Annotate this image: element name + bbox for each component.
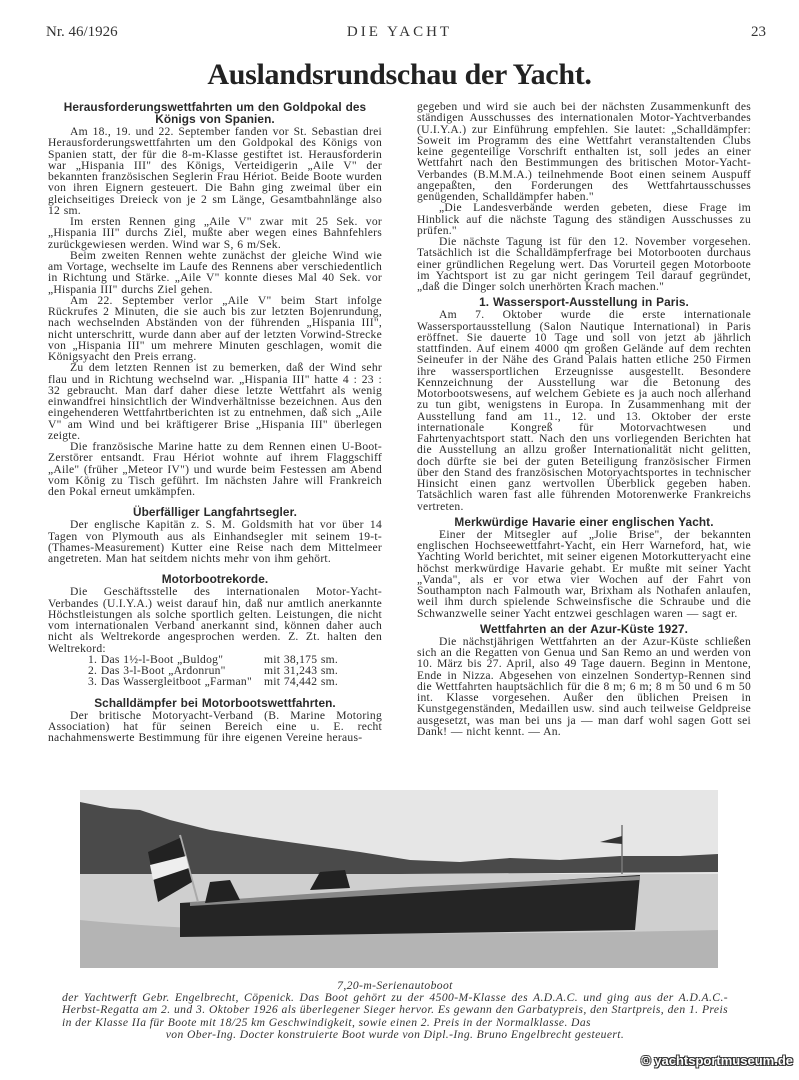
section-heading: Herausforderungswettfahrten um den Goldpokal des Königs von Spanien. — [63, 100, 367, 126]
section-heading: Überfälliger Langfahrtsegler. — [132, 505, 297, 520]
paragraph: „Die Landesverbände werden gebeten, diese Frage im Hinblick auf die nächste Tagung des ständigen Ausschusses zu prüfen." — [417, 201, 751, 237]
record-value: mit 31,243 sm. — [264, 664, 339, 677]
paragraph: Beim zweiten Rennen wehte zunächst der gleiche Wind wie am Vortage, wechselte im Laufe des Rennens aber verschiedentlich in Richtung und Stärke. „Aile V" konnte dieses Mal 40 Sek. vor „Hispania III" durchs Ziel gehen. — [48, 248, 382, 296]
right-column — [417, 101, 751, 737]
photo-caption — [62, 980, 728, 1041]
paragraph: Am 18., 19. und 22. September fanden vor St. Sebastian drei Herausforderungswettfahrten um den Goldpokal des Königs von Spanien statt, der für die 8-m-Klasse gestiftet ist. Herausforderin war „Hispania III" des Königs, Verteidigerin „Aile V" der bekannten französischen Seglerin Frau Hériot. Beide Boote wurden von ihren Eignern gesteuert. Die Bahn ging zweimal über ein gleichseitiges Dreieck von je 2 sm Länge, Gesamtbahnlänge also 12 sm. — [48, 125, 382, 217]
paragraph: Die Geschäftsstelle des internationalen Motor-Yacht-Verbandes (U.I.Y.A.) weist darauf hin, daß nur amtlich anerkannte Höchstleistungen als solche sportlich gelten. Leistungen, die nicht vom internationalen Verband anerkannt sind, können daher auch nicht als Weltrekorde angesprochen werden. Z. Zt. halten den Weltrekord: — [48, 585, 382, 655]
paragraph: Am 22. September verlor „Aile V" beim Start infolge Rückrufes 2 Minuten, die sie auch bis zur letzten Bojenrundung, nach wechselnden Abständen von der führenden „Hispania III", nicht unterschritt, wurde dann aber auf der letzten Vorwind-Strecke von „Hispania III" um mehrere Minuten geschlagen, womit die Königsyacht den Preis errang. — [48, 293, 382, 363]
caption-title: 7,20-m-Serienautoboot — [337, 979, 453, 992]
section-heading: 1. Wassersport-Ausstellung in Paris. — [479, 295, 689, 310]
paragraph: Im ersten Rennen ging „Aile V" zwar mit 25 Sek. vor „Hispania III" durchs Ziel, mußte aber wegen eines Bahnfehlers zurückgewiesen werden. Wind war S, 6 m/Sek. — [48, 215, 382, 251]
page-title: Auslandsrundschau der Yacht. — [207, 58, 592, 91]
section-heading: Wettfahrten an der Azur-Küste 1927. — [479, 621, 689, 636]
record-value: mit 74,442 sm. — [264, 675, 339, 689]
record-boat: 2. Das 3-l-Boot „Ardonrun" — [88, 664, 226, 677]
record-value: mit 38,175 sm. — [264, 652, 339, 666]
paragraph: gegeben und wird sie auch bei der nächsten Zusammenkunft des ständigen Ausschusses des internationalen Motor-Yachtverbandes (U.I.Y.A.) zur Einführung empfehlen. Sie lautet: „Schalldämpfer: Soweit im Programm des eine Wettfahrt veranstaltenden Clubs keine gegenteilige Vorschrift enthalten ist, soll jedes an einer Wettfahrt nach den Bestimmungen des britischen Motor-Yacht-Verbandes (B.M.M.A.) teilnehmende Boot einen seinem Auspuff angepaßten, den Forderungen des Wettfahrtausschusses genügenden, Schalldämpfer haben." — [417, 100, 751, 203]
paragraph: Der britische Motoryacht-Verband (B. Marine Motoring Association) hat für seinen Bereich eine u. E. recht nachahmenswerte Bestimmung für ihre eigenen Vereine heraus- — [48, 708, 382, 744]
caption-last-line: von Ober-Ing. Docter konstruierte Boot wurde von Dipl.-Ing. Bruno Engelbrecht gesteuert. — [165, 1027, 625, 1041]
page-number: 23 — [751, 24, 766, 40]
record-row — [48, 676, 382, 687]
motorboat-photo — [80, 790, 718, 968]
watermark: © yachtsportmuseum.de — [641, 1053, 793, 1068]
record-boat: 1. Das 1½-l-Boot „Buldog" — [88, 652, 224, 666]
section-heading: Motorbootrekorde. — [161, 572, 269, 587]
caption-text: der Yachtwerft Gebr. Engelbrecht, Cöpenick. Das Boot gehört zu der 4500-M-Klasse des A.D.A.C. und ging aus der A.D.A.C.-Herbst-Regatta am 2. und 3. Oktober 1926 als überlegener Sieger hervor. Es gewann den Garbatypreis, den Startpreis, den 1. Preis in der Klasse IIa für Boote mit 18/25 km Geschwindigkeit, sowie einen 2. Preis in der Normalklasse. Das — [62, 991, 728, 1029]
paragraph: Der englische Kapitän z. S. M. Goldsmith hat vor über 14 Tagen von Plymouth aus als Einhandsegler mit seinem 19-t-(Thames-Measurement) Kutter eine Reise nach dem Mittelmeer angetreten. Man hat seitdem nichts mehr von ihm gehört. — [48, 518, 382, 565]
paragraph: Die französische Marine hatte zu dem Rennen einen U-Boot-Zerstörer entsandt. Frau Hériot wohnte auf ihrem Flaggschiff „Aile" (früher „Meteor IV") und wurde beim Festessen am Abend vom König zu Tisch geführt. Im nächsten Jahre will Frankreich den Pokal erneut umkämpfen. — [48, 440, 382, 498]
paragraph: Zu dem letzten Rennen ist zu bemerken, daß der Wind sehr flau und in Richtung wechselnd war. „Hispania III" hatte 4 : 23 : 32 gebraucht. Man darf daher diese letzte Wettfahrt als wenig einwandfrei hinsichtlich der Windverhältnisse bezeichnen. Aus den eingehenderen Wettfahrtberichten ist zu entnehmen, daß sich „Aile V" am Wind und bei kräftigerer Brise „Hispania III" überlegen zeigte. — [48, 361, 382, 442]
record-boat: 3. Das Wassergleitboot „Farman" — [88, 675, 252, 689]
paragraph: Einer der Mitsegler auf „Jolie Brise", der bekannten englischen Hochseewettfahrt-Yacht, ein Herr Warneford, hat, wie Yachting World berichtet, mit seiner eigenen Motorkutteryacht eine höchst merkwürdige Havarie gehabt. Er mußte mit seiner Yacht „Vanda", als er vor etwa vier Wochen auf der Fahrt von Southampton nach Falmouth war, Brixham als Nothafen anlaufen, weil ihm durch spielende Schweinsfische die Schraube und die Schwanzwelle seiner Yacht entzwei geschlagen waren — sagt er. — [417, 527, 751, 620]
issue-number: Nr. 46/1926 — [46, 24, 118, 40]
paragraph: Die nächste Tagung ist für den 12. November vorgesehen. Tatsächlich ist die Schalldämpferfrage bei Motorbooten durchaus einer gründlichen Regelung wert. Das Vorurteil gegen Motorboote im Yachtsport ist zu gar nicht geringem Teil darauf gegründet, „daß die Dinger solch unerhörten Krach machen." — [417, 235, 751, 293]
left-column — [48, 101, 382, 743]
section-heading: Merkwürdige Havarie einer englischen Yacht. — [454, 514, 714, 529]
paragraph: Am 7. Oktober wurde die erste internationale Wassersportausstellung (Salon Nautique International) in Paris eröffnet. Sie dauerte 10 Tage und soll von jetzt ab jährlich stattfinden. Auf einem 4000 qm großen Gelände auf dem rechten Seineufer in der Nähe des Grand Palais hatten etliche 250 Firmen ihre wassersportlichen Erzeugnisse ausgestellt. Besondere Kennzeichnung der Ausstellung war die Betonung des Motorbootswesens, auf welchem Gebiete es ja auch noch allerhand zu tun gibt, wenigstens in Europa. In Zusammenhang mit der Ausstellung fand am 11., 12. und 13. Oktober der erste internationale Kongreß für Motorvachtwesen und Fahrtenyachtsport statt. Nach den uns vorliegenden Berichten hat die Ausstellung an allzu großer Internationalität nicht gelitten, doch dürfte sie bei der guten Beteiligung französischer Firmen über den Stand des französischen Motoryachtsportes in technischer Hinsicht einen ganz wertvollen Überblick gegeben haben. Tatsächlich waren fast alle führenden Motorenwerke Frankreichs vertreten. — [417, 308, 751, 513]
paragraph: Die nächstjährigen Wettfahrten an der Azur-Küste schließen sich an die Regatten von Genua und San Remo an und werden von 10. März bis 27. April, also 49 Tage dauern. Beginn in Mentone, Ende in Nizza. Abgesehen von einzelnen Sondertyp-Rennen sind die Wettfahrten hauptsächlich für die 8 m; 6 m; 8 m 50 und 6 m 50 int. Klasse vorgesehen. Außer den üblichen Preisen in Kunstgegenständen, Medaillen usw. sind auch teilweise Geldpreise ausgesetzt, was man bei uns ja — man darf wohl sagen Gott sei Dank! — nicht kennt. — An. — [417, 634, 751, 738]
magazine-name: DIE YACHT — [346, 24, 453, 40]
section-heading: Schalldämpfer bei Motorbootswettfahrten. — [94, 695, 336, 710]
